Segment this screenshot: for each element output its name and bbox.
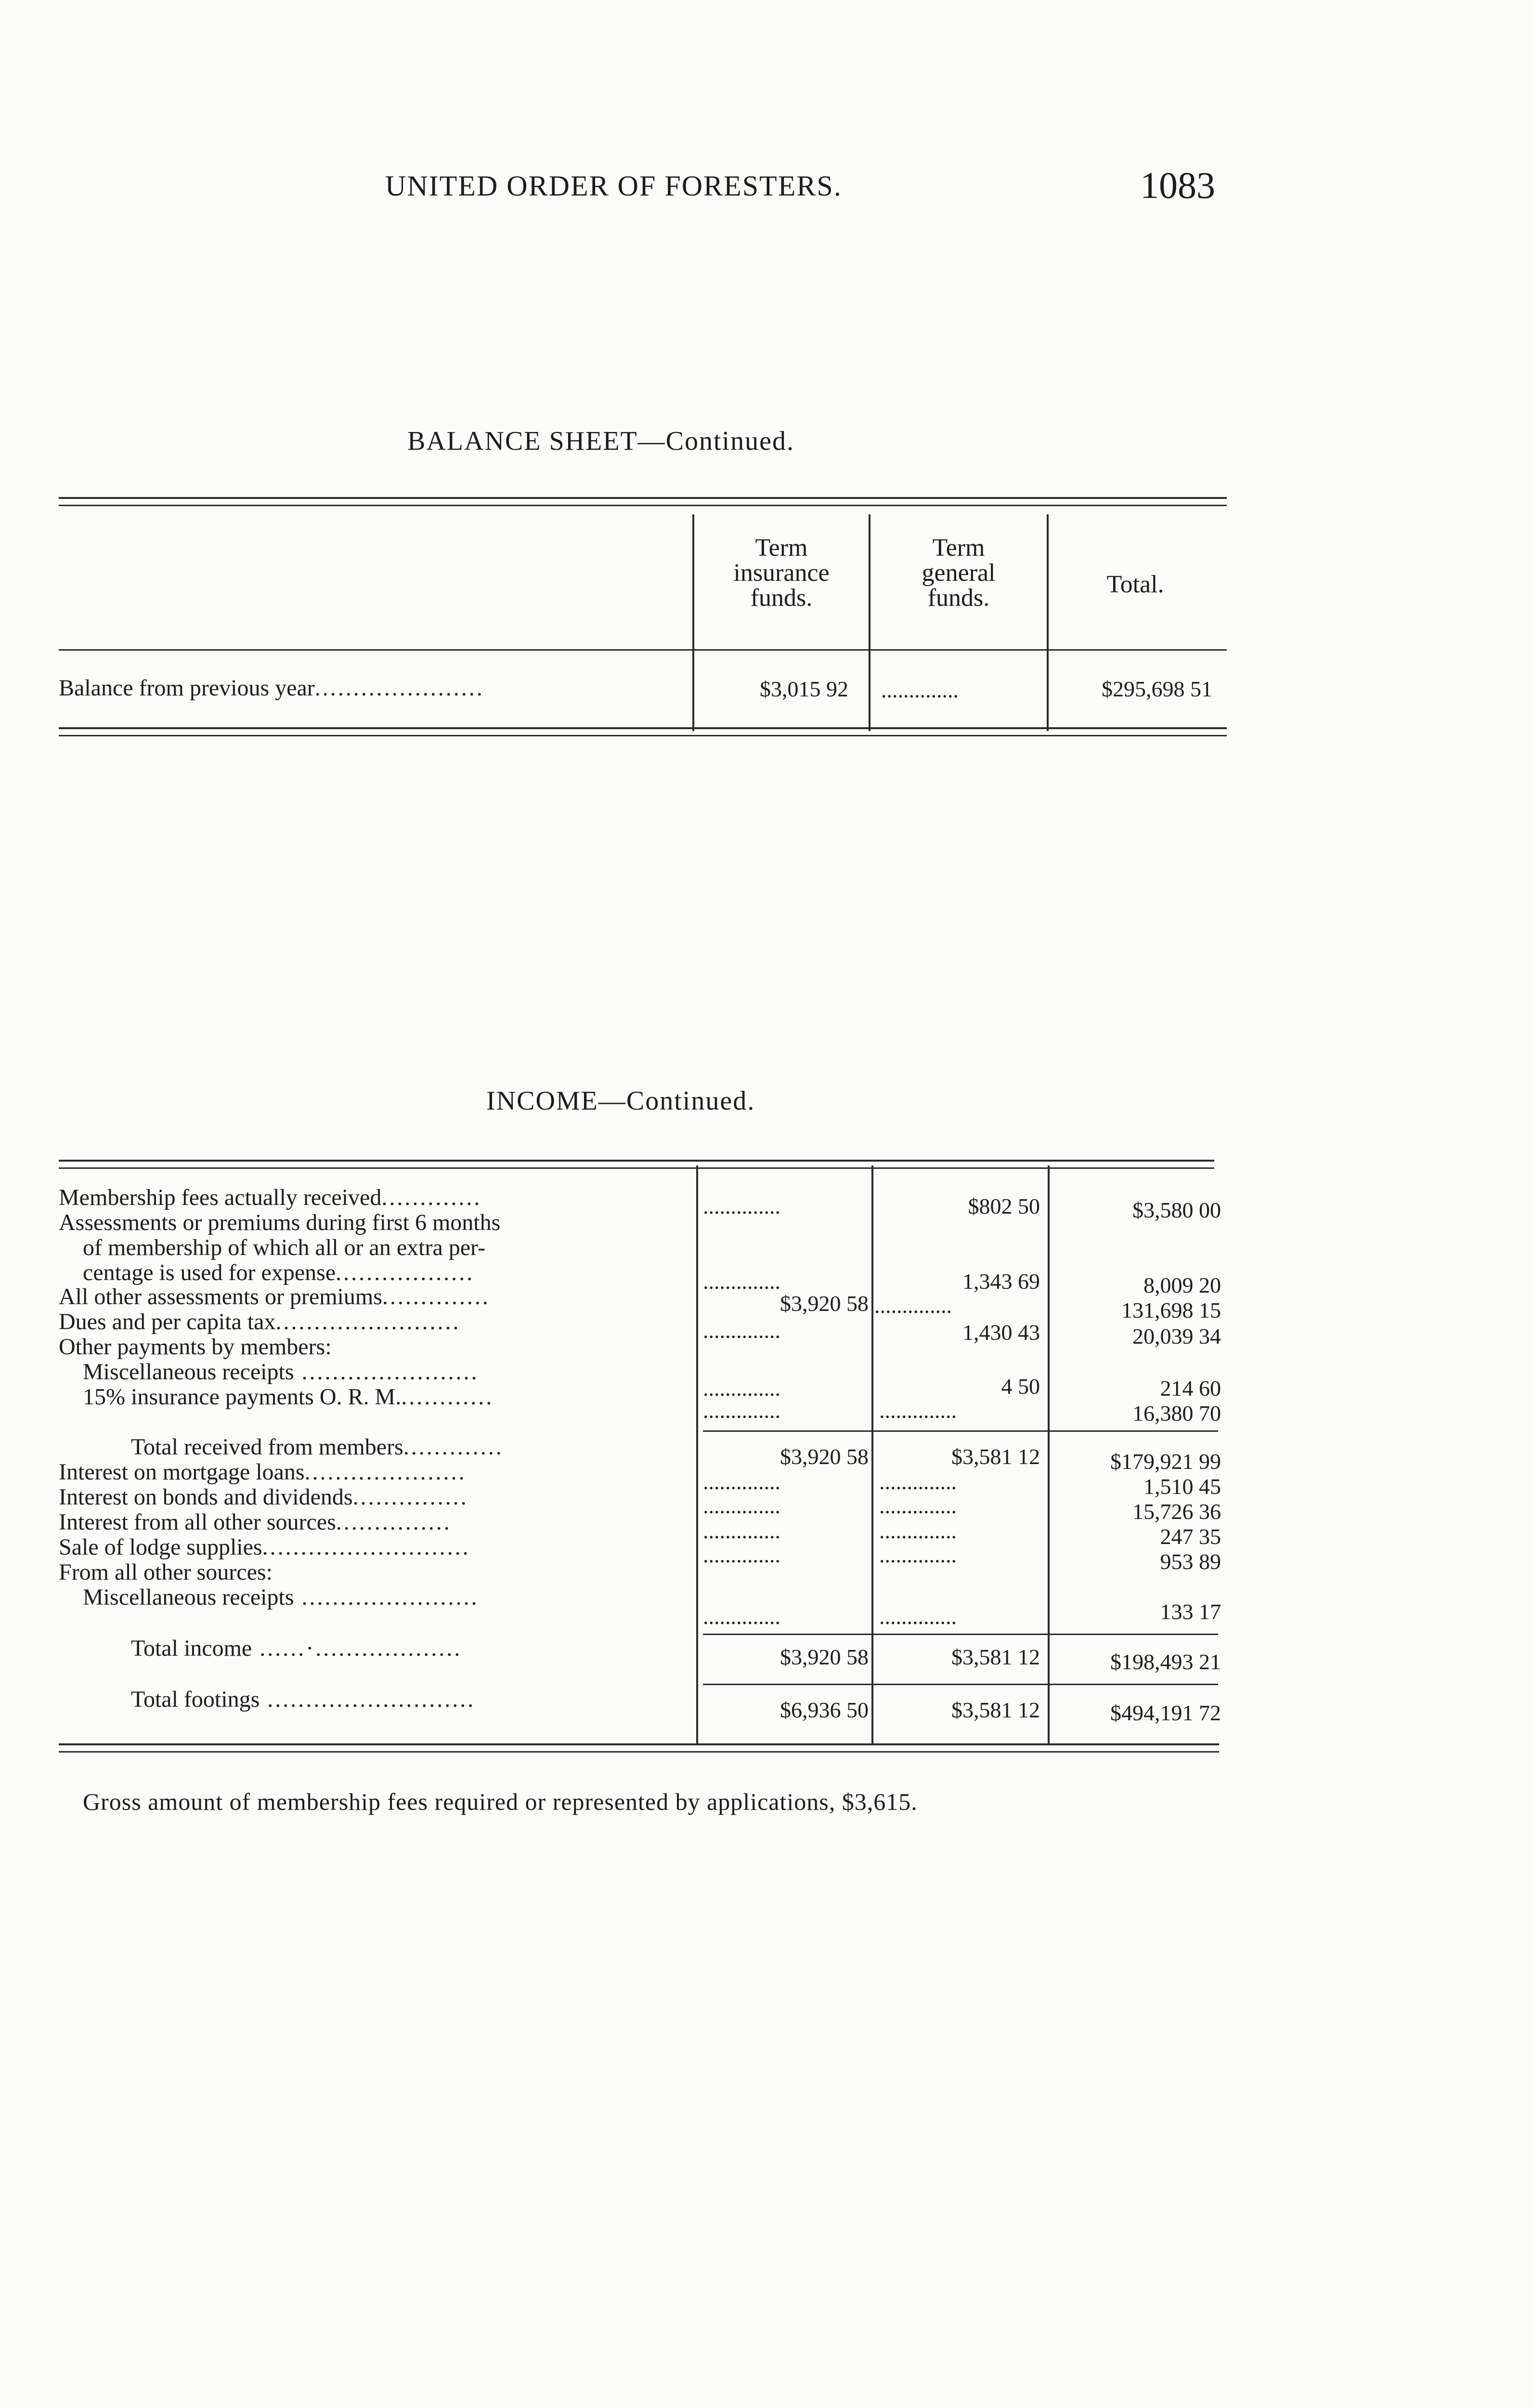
income-row-col1-leader: .............. xyxy=(703,1318,780,1343)
income-row-col1: $6,936 50 xyxy=(780,1698,869,1722)
inc-col-divider-1 xyxy=(696,1165,698,1743)
inc-top-rule xyxy=(59,1160,1214,1162)
income-row-heading: Other payments by members: xyxy=(59,1334,332,1360)
income-row-col3: $179,921 99 xyxy=(1110,1449,1221,1474)
income-row-label: Total footings ........................... xyxy=(131,1687,476,1712)
income-row-label: Sale of lodge supplies........................... xyxy=(59,1534,470,1560)
bs-row-col1: $3,015 92 xyxy=(760,677,848,701)
income-row-heading: From all other sources: xyxy=(59,1559,273,1585)
inc-footings-rule xyxy=(703,1684,1218,1685)
inc-bottom-rule xyxy=(59,1743,1219,1745)
income-row-col1-leader: .............. xyxy=(703,1376,780,1400)
bs-top-rule xyxy=(59,497,1227,499)
income-row-label: 15% insurance payments O. R. M............. xyxy=(83,1384,494,1410)
income-row-col2-leader: .............. xyxy=(879,1469,957,1494)
income-row-col2-leader: .............. xyxy=(879,1604,957,1629)
income-row-label: Interest on bonds and dividends............... xyxy=(59,1484,468,1510)
income-row-label: Total income ......·................... xyxy=(131,1636,462,1661)
income-row-col3: 131,698 15 xyxy=(1121,1298,1221,1322)
income-row-col1-leader: .............. xyxy=(703,1398,780,1423)
income-row-col2-leader: .............. xyxy=(879,1518,957,1543)
income-row-col3: $494,191 72 xyxy=(1110,1701,1221,1725)
income-row-col3: 214 60 xyxy=(1160,1376,1221,1400)
income-row-col2: 4 50 xyxy=(1001,1374,1040,1399)
income-row-col3: $198,493 21 xyxy=(1110,1649,1221,1674)
income-row-label: Miscellaneous receipts ....................... xyxy=(83,1584,479,1610)
bs-col-header-total: Total. xyxy=(1106,571,1164,598)
income-row-col3: 20,039 34 xyxy=(1132,1324,1221,1348)
income-row-label: Interest from all other sources............... xyxy=(59,1509,452,1535)
bs-bottom-rule xyxy=(59,727,1227,729)
bs-row-label: Balance from previous year...................... xyxy=(59,675,484,701)
income-row-col1-leader: .............. xyxy=(703,1543,780,1567)
inc-col-divider-2 xyxy=(871,1165,873,1743)
income-row-col1-leader: .............. xyxy=(703,1469,780,1494)
income-row-label: Miscellaneous receipts ....................... xyxy=(83,1359,479,1385)
income-row-col3: 1,510 45 xyxy=(1143,1474,1221,1499)
income-row-label: Total received from members............. xyxy=(131,1434,504,1460)
income-row-col1-leader: .............. xyxy=(703,1604,780,1629)
income-row-label: Membership fees actually received............. xyxy=(59,1185,482,1210)
income-row-label: Interest on mortgage loans..................... xyxy=(59,1459,467,1485)
income-row-label: All other assessments or premiums.............. xyxy=(59,1284,490,1309)
income-row-col2: $3,581 12 xyxy=(951,1698,1040,1722)
income-row-col2: $3,581 12 xyxy=(951,1444,1040,1469)
income-row-col1: $3,920 58 xyxy=(780,1645,869,1669)
income-row-col3: 8,009 20 xyxy=(1143,1273,1221,1297)
inc-total-rule xyxy=(703,1634,1218,1635)
inc-top-rule-2 xyxy=(59,1167,1214,1169)
income-row-col1: $3,920 58 xyxy=(780,1291,869,1316)
income-row-col3: 15,726 36 xyxy=(1132,1499,1221,1524)
bs-col-header-term-general: Term general funds. xyxy=(922,534,996,612)
bs-header-rule xyxy=(59,649,1227,651)
income-row-col3: 247 35 xyxy=(1160,1524,1221,1549)
income-title: INCOME—Continued. xyxy=(486,1086,755,1116)
income-row-col1-leader: .............. xyxy=(703,1269,780,1294)
inc-bottom-rule-2 xyxy=(59,1751,1219,1753)
income-row-col2: $802 50 xyxy=(968,1194,1040,1218)
income-row-col1-leader: .............. xyxy=(703,1518,780,1543)
income-row-col2-leader: .............. xyxy=(874,1293,952,1318)
balance-sheet-title: BALANCE SHEET—Continued. xyxy=(407,426,794,456)
income-row-col2-leader: .............. xyxy=(879,1398,957,1423)
bs-row-col3: $295,698 51 xyxy=(1102,677,1212,701)
bs-top-rule-2 xyxy=(59,505,1227,506)
income-row-col1-leader: .............. xyxy=(703,1493,780,1518)
income-row-col2-leader: .............. xyxy=(879,1493,957,1518)
page-number: 1083 xyxy=(1140,164,1215,206)
income-row-col1-leader: .............. xyxy=(703,1194,780,1218)
inc-subtotal-rule xyxy=(703,1430,1218,1432)
income-row-col3: 953 89 xyxy=(1160,1549,1221,1574)
income-row-label-cont: of membership of which all or an extra per- xyxy=(83,1235,486,1260)
income-row-label-cont: centage is used for expense.................. xyxy=(83,1260,475,1285)
income-row-col2: 1,430 43 xyxy=(962,1320,1040,1345)
income-row-col3: $3,580 00 xyxy=(1132,1198,1221,1222)
income-row-col2-leader: .............. xyxy=(879,1543,957,1567)
bs-col-header-term-insurance: Term insurance funds. xyxy=(733,534,830,612)
bs-row-col2-leader: .............. xyxy=(881,678,959,702)
footnote: Gross amount of membership fees required or represented by applications, $3,615. xyxy=(83,1788,918,1815)
income-row-col3: 16,380 70 xyxy=(1132,1401,1221,1426)
income-row-label: Assessments or premiums during first 6 months xyxy=(59,1210,501,1235)
income-row-col3: 133 17 xyxy=(1160,1599,1221,1624)
income-row-col1: $3,920 58 xyxy=(780,1444,869,1469)
income-row-label: Dues and per capita tax........................ xyxy=(59,1309,461,1335)
income-row-col2: $3,581 12 xyxy=(951,1645,1040,1669)
income-row-col2: 1,343 69 xyxy=(962,1269,1040,1294)
running-title: UNITED ORDER OF FORESTERS. xyxy=(385,170,842,202)
bs-bottom-rule-2 xyxy=(59,735,1227,736)
